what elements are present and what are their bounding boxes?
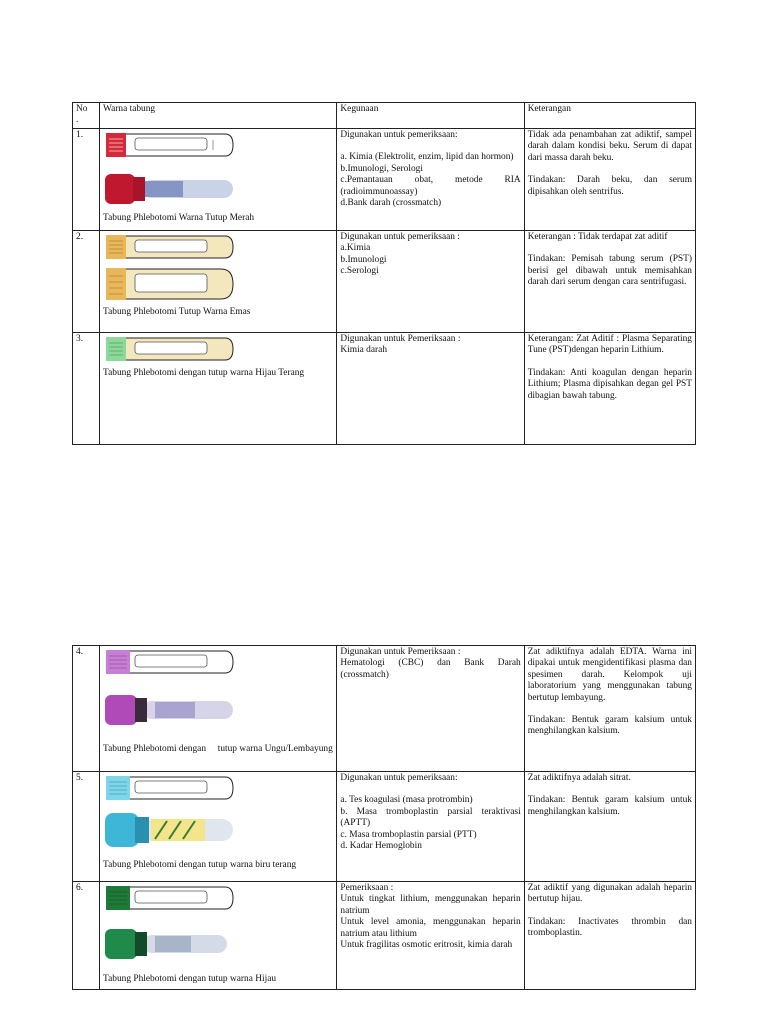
header-warna: Warna tabung [100, 103, 337, 129]
table-row [73, 882, 696, 990]
kegunaan-cell [337, 772, 524, 882]
kegunaan-line: c. Masa tromboplastin parsial (PTT) [340, 829, 477, 840]
header-no: No . [73, 103, 100, 129]
kegunaan-line: d. Kadar Hemoglobin [340, 841, 422, 852]
tube-cell [100, 333, 337, 445]
tube-caption: Tabung Phlebotomi dengan tutup warna biru terang [103, 859, 297, 870]
table-row [73, 772, 696, 882]
keterangan-line: Tindakan: Inactivates thrombin dan tromboplastin. [527, 916, 692, 939]
kegunaan-line: Hematologi (CBC) dan Bank Darah (crossmatch) [340, 658, 521, 680]
kegunaan-line: Digunakan untuk pemeriksaan: [340, 130, 458, 140]
keterangan-line: Keterangan : Tidak terdapat zat aditif [527, 232, 668, 242]
keterangan-cell [524, 333, 695, 445]
tube-photo-red [103, 168, 237, 208]
keterangan-line: Zat adiktifnya adalah EDTA. Warna ini dipakai untuk mengidentifikasi plasma dan spesimen darah. Kelompok uji laboratorium yang menggunakan tabung bertutup lembayung. [527, 647, 692, 703]
row-no: 1. [73, 129, 100, 231]
kegunaan-line: Pemeriksaan : [340, 883, 394, 893]
keterangan-line: Keterangan: Zat Aditif : Plasma Separating Tune (PST)dengan heparin Lithium. [527, 334, 692, 356]
kegunaan-cell [337, 333, 524, 445]
row-no: 2. [73, 231, 100, 333]
tube-caption: Tabung Phlebotomi dengan tutup warna Hijau [103, 973, 277, 984]
row-no: 6. [73, 882, 100, 990]
tube-caption: Tabung Phlebotomi dengan tutup warna Hijau Terang [103, 368, 305, 379]
keterangan-line: Tindakan: Bentuk garam kalsium untuk menghilangkan kalsium. [527, 715, 692, 737]
keterangan-cell [524, 129, 695, 231]
kegunaan-cell [337, 129, 524, 231]
row-no: 5. [73, 772, 100, 882]
tube-label-gold [103, 232, 237, 262]
tube-caption: Tabung Phlebotomi Warna Tutup Merah [103, 212, 255, 223]
kegunaan-line: a.Kimia [340, 243, 371, 254]
kegunaan-cell [337, 646, 524, 772]
kegunaan-line: b.Imunologi [340, 254, 387, 265]
tube-label-purple [103, 647, 237, 677]
keterangan-line: Tidak ada penambahan zat adiktif, sampel darah dalam kondisi beku. Serum di dapat dari massa darah beku. [527, 130, 692, 163]
keterangan-cell [524, 646, 695, 772]
tube-photo-green [103, 923, 237, 963]
tube-cell [100, 646, 337, 772]
tube-label-green [103, 883, 237, 913]
kegunaan-line: Untuk fragilitas osmotic eritrosit, kimia darah [340, 940, 513, 951]
tube-table-1 [72, 102, 696, 445]
kegunaan-line: Digunakan untuk pemeriksaan: [340, 773, 458, 783]
table-row [73, 231, 696, 333]
tube-cell [100, 129, 337, 231]
kegunaan-line: c.Serologi [340, 266, 379, 277]
tube-label-light-blue [103, 773, 237, 803]
kegunaan-line: d.Bank darah (crossmatch) [340, 198, 442, 209]
tube-cell [100, 231, 337, 333]
keterangan-line: Tindakan: Darah beku, dan serum dipisahkan oleh sentrifus. [527, 175, 692, 197]
kegunaan-line: a. Tes koagulasi (masa protrombin) [340, 795, 473, 806]
keterangan-cell [524, 772, 695, 882]
keterangan-line: Tindakan: Pemisah tabung serum (PST) berisi gel dibawah untuk memisahkan darah dari serum dengan cara sentrifugasi. [527, 254, 692, 288]
kegunaan-cell [337, 882, 524, 990]
keterangan-cell [524, 882, 695, 990]
tube-label-light-green [103, 334, 237, 364]
kegunaan-line: Untuk tingkat lithium, menggunakan heparin natrium [340, 894, 521, 916]
kegunaan-line: b.Imunologi, Serologi [340, 163, 423, 174]
tube-photo-blue [103, 809, 237, 849]
row-no: 3. [73, 333, 100, 445]
keterangan-line: Tindakan: Bentuk garam kalsium untuk menghilangkan kalsium. [527, 795, 692, 817]
table-row [73, 646, 696, 772]
header-kegunaan: Kegunaan [337, 103, 524, 129]
tube-cell [100, 772, 337, 882]
header-keterangan: Keterangan [524, 103, 695, 129]
kegunaan-line: Digunakan untuk pemeriksaan : [340, 232, 460, 242]
kegunaan-line: Digunakan untuk Pemeriksaan : [340, 334, 461, 344]
tube-photo-purple [103, 689, 237, 729]
table-header-row [73, 103, 696, 129]
table-row [73, 333, 696, 445]
tube-caption: Tabung Phlebotomi dengan tutup warna Ungu/Lembayung [103, 743, 333, 754]
keterangan-cell [524, 231, 695, 333]
keterangan-line: Zat adiktif yang digunakan adalah heparin bertutup hijau. [527, 883, 692, 905]
kegunaan-line: c.Pemantauan obat, metode RIA (radioimmunoassay) [340, 175, 521, 197]
kegunaan-line: Digunakan untuk Pemeriksaan : [340, 647, 461, 657]
kegunaan-cell [337, 231, 524, 333]
kegunaan-line: Kimia darah [340, 345, 388, 356]
tube-cell [100, 882, 337, 990]
tube-caption: Tabung Phlebotomi Tutup Warna Emas [103, 306, 251, 317]
tube-label-red [103, 130, 237, 160]
kegunaan-line: a. Kimia (Elektrolit, enzim, lipid dan hormon) [340, 152, 514, 163]
kegunaan-line: Untuk level amonia, menggunakan heparin natrium atau lithium [340, 917, 521, 939]
table-row [73, 129, 696, 231]
keterangan-line: Tindakan: Anti koagulan dengan heparin Lithium; Plasma dipisahkan degan gel PST dibagian bawah tabung. [527, 367, 692, 401]
keterangan-line: Zat adiktifnya adalah sitrat. [527, 773, 631, 783]
row-no: 4. [73, 646, 100, 772]
tube-table-2 [72, 645, 696, 990]
tube-label-gold-2 [103, 266, 237, 302]
kegunaan-line: b. Masa tromboplastin parsial teraktivasi (APTT) [340, 806, 521, 829]
